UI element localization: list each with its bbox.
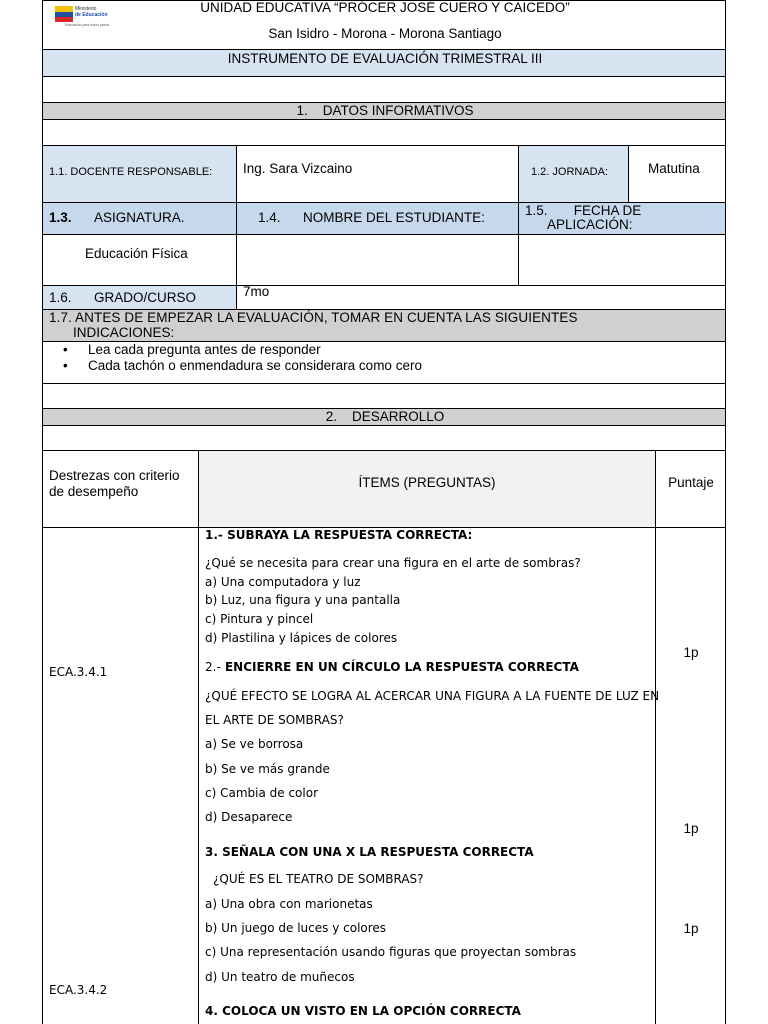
- question-1-text: ¿Qué se necesita para crear una figura en el arte de sombras?: [205, 556, 581, 570]
- section2-title-row: [42, 409, 726, 426]
- spacer-row-1: [42, 77, 726, 103]
- section1-title: [43, 103, 727, 118]
- question-3-text: ¿QUÉ ES EL TEATRO DE SOMBRAS?: [213, 872, 424, 886]
- question-3-option[interactable]: d) Un teatro de muñecos: [205, 970, 355, 984]
- docente-label-cell: [43, 146, 236, 202]
- list-item-text: Lea cada pregunta antes de responder: [88, 342, 321, 357]
- values-row: [42, 235, 726, 286]
- section2-number: 2.: [325, 409, 337, 424]
- grado-number: 1.6.: [49, 290, 72, 305]
- section1-number: 1.: [296, 103, 308, 118]
- divider: [628, 146, 629, 202]
- divider: [198, 528, 199, 1024]
- points-value: 1p: [683, 645, 699, 660]
- question-2-option[interactable]: a) Se ve borrosa: [205, 737, 304, 751]
- question-2-text-line1: ¿QUÉ EFECTO SE LOGRA AL ACERCAR UNA FIGURA A LA FUENTE DE LUZ EN: [205, 689, 660, 703]
- spacer-row-4: [42, 426, 726, 451]
- question-2-text-line2: EL ARTE DE SOMBRAS?: [205, 713, 344, 727]
- instrument-title-row: [42, 50, 726, 77]
- school-location: San Isidro - Morona - Morona Santiago: [268, 26, 502, 41]
- estudiante-label: [258, 210, 485, 225]
- question-1-option[interactable]: b) Luz, una figura y una pantalla: [205, 593, 401, 607]
- asignatura-label-text: ASIGNATURA.: [94, 210, 185, 225]
- table-body: [42, 528, 726, 1024]
- school-header-row: [42, 0, 726, 50]
- logo-text-1: Ministerio: [75, 6, 97, 12]
- docente-value: Ing. Sara Vizcaino: [243, 161, 353, 176]
- question-1-option[interactable]: a) Una computadora y luz: [205, 575, 361, 589]
- bullet-icon: •: [63, 358, 68, 373]
- school-name: UNIDAD EDUCATIVA “PRÓCER JOSÉ CUERO Y CAICEDO”: [200, 0, 570, 15]
- indicaciones-row: [42, 310, 726, 342]
- table-header-row: [42, 451, 726, 528]
- jornada-value: Matutina: [648, 161, 700, 176]
- list-item: [63, 342, 321, 358]
- spacer-row-3: [42, 384, 726, 409]
- fecha-number: 1.5.: [525, 203, 548, 218]
- divider: [236, 203, 237, 234]
- grado-row: [42, 286, 726, 310]
- divider: [236, 286, 237, 309]
- jornada-label: 1.2. JORNADA:: [531, 166, 609, 178]
- indicaciones-line1: 1.7. ANTES DE EMPEZAR LA EVALUACIÓN, TOMAR EN CUENTA LAS SIGUIENTES: [49, 310, 578, 325]
- grado-value: 7mo: [243, 284, 270, 299]
- bullet-icon: •: [63, 342, 68, 357]
- estudiante-number: 1.4.: [258, 210, 281, 225]
- col-puntaje-header: Puntaje: [668, 475, 714, 490]
- question-2-option[interactable]: b) Se ve más grande: [205, 762, 330, 776]
- divider: [518, 203, 519, 234]
- fecha-label: [525, 203, 641, 218]
- col-items-header: ÍTEMS (PREGUNTAS): [358, 475, 496, 490]
- question-2-option[interactable]: d) Desaparece: [205, 810, 293, 824]
- bullets-row: [42, 342, 726, 384]
- question-3-option[interactable]: c) Una representación usando figuras que proyectan sombras: [205, 945, 577, 959]
- col-destrezas-header: [49, 468, 180, 500]
- points-value: 1p: [683, 921, 699, 936]
- indicaciones-line2: INDICACIONES:: [73, 325, 175, 340]
- asignatura-number: 1.3.: [49, 210, 72, 225]
- question-2-option[interactable]: c) Cambia de color: [205, 786, 318, 800]
- list-item: [63, 358, 422, 374]
- divider: [236, 146, 237, 202]
- destreza-code: ECA.3.4.2: [49, 983, 108, 997]
- grado-label-cell: [43, 286, 236, 309]
- grado-label: [49, 290, 196, 305]
- question-1-title: 1.- SUBRAYA LA RESPUESTA CORRECTA:: [205, 528, 473, 542]
- grado-label-text: GRADO/CURSO: [94, 290, 197, 305]
- spacer-row-2: [42, 120, 726, 146]
- divider: [655, 528, 656, 1024]
- items-header-cell: [199, 451, 655, 527]
- question-3-option[interactable]: a) Una obra con marionetas: [205, 897, 373, 911]
- section2-title: [43, 409, 727, 424]
- question-3-option[interactable]: b) Un juego de luces y colores: [205, 921, 387, 935]
- col-destrezas-line2: de desempeño: [49, 484, 139, 499]
- question-2-number: 2.-: [205, 660, 221, 674]
- destreza-code: ECA.3.4.1: [49, 665, 108, 679]
- estudiante-label-text: NOMBRE DEL ESTUDIANTE:: [303, 210, 485, 225]
- docente-row: [42, 146, 726, 203]
- logo-text-2: de Educación: [75, 12, 108, 18]
- docente-label: 1.1. DOCENTE RESPONSABLE:: [49, 166, 213, 178]
- question-2-title-text: ENCIERRE EN UN CÍRCULO LA RESPUESTA CORRECTA: [220, 660, 579, 674]
- question-2-title: [205, 660, 579, 674]
- question-4-title: 4. COLOCA UN VISTO EN LA OPCIÓN CORRECTA: [205, 1004, 521, 1018]
- question-1-option[interactable]: c) Pintura y pincel: [205, 612, 314, 626]
- estudiante-name-field[interactable]: [237, 235, 518, 285]
- fecha-label-line1: FECHA DE: [573, 203, 642, 218]
- fecha-label-line2: APLICACIÓN:: [547, 217, 633, 232]
- section1-title-text: DATOS INFORMATIVOS: [322, 103, 474, 118]
- question-1-option[interactable]: d) Plastilina y lápices de colores: [205, 631, 398, 645]
- logo-tagline: Educación para todos juntos: [65, 23, 110, 27]
- instrument-title: INSTRUMENTO DE EVALUACIÓN TRIMESTRAL III: [227, 51, 543, 66]
- labels-row: [42, 203, 726, 235]
- points-value: 1p: [683, 821, 699, 836]
- asignatura-label: [49, 210, 185, 225]
- section1-title-row: [42, 103, 726, 120]
- list-item-text: Cada tachón o enmendadura se considerara como cero: [88, 358, 422, 373]
- jornada-label-cell: [519, 146, 628, 202]
- asignatura-value: Educación Física: [85, 246, 188, 261]
- question-3-title: 3. SEÑALA CON UNA X LA RESPUESTA CORRECTA: [205, 845, 534, 859]
- col-destrezas-line1: Destrezas con criterio: [49, 468, 180, 483]
- fecha-field[interactable]: [519, 235, 725, 285]
- section2-title-text: DESARROLLO: [352, 409, 445, 424]
